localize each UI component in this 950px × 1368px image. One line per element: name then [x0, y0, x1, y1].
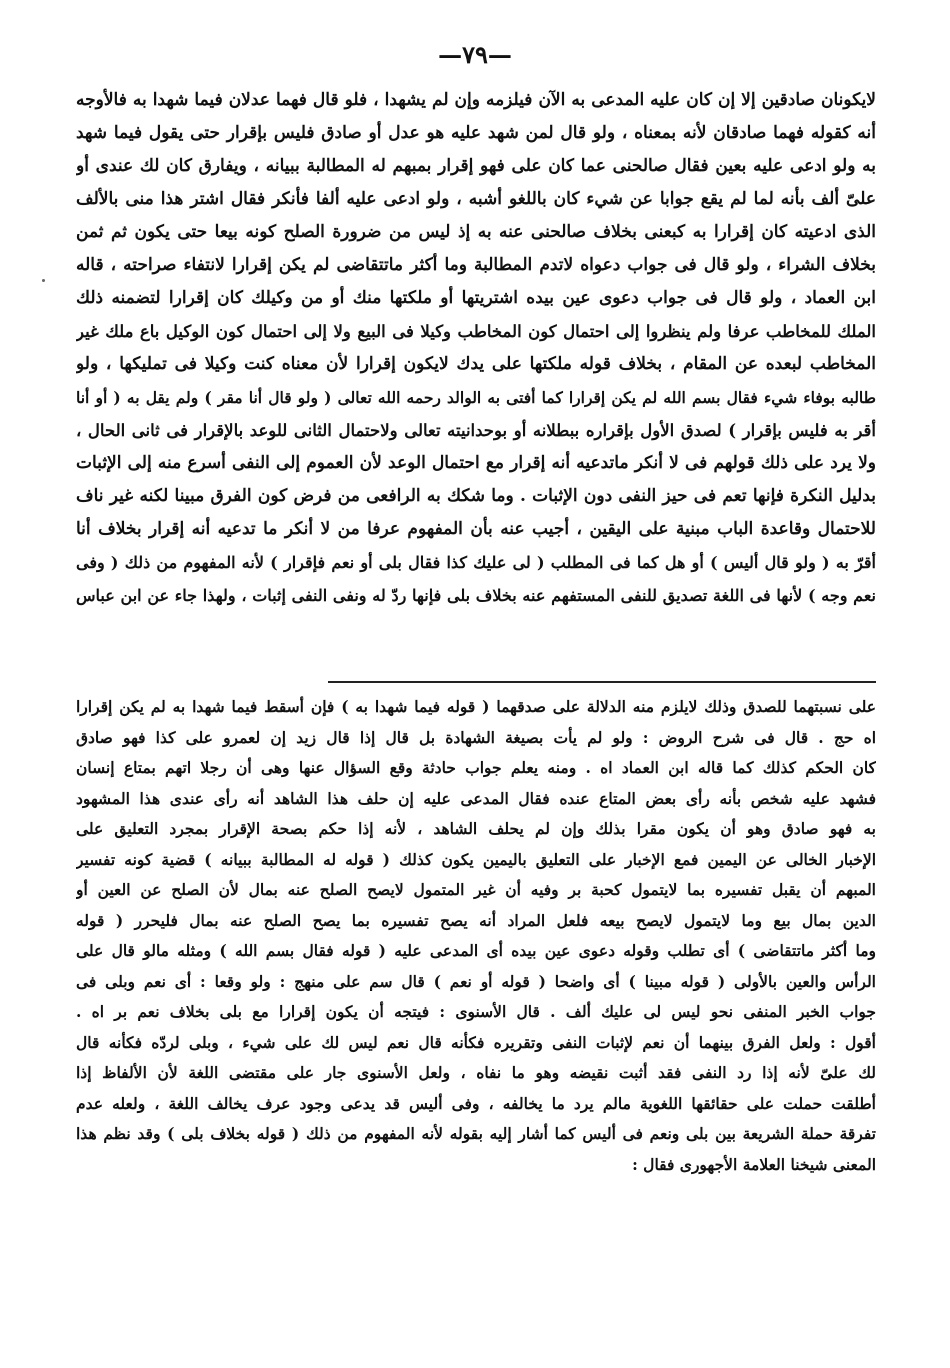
- main-text-line: علىّ ألف بأنه لما لم يقع جوابا عن شيء كان باللغو أشبه ، ولو ادعى عليه ألفا فأنكر فقال اشتر هذا منى بالألف: [76, 189, 876, 209]
- main-text-line: به ولو ادعى عليه بعين فقال صالحنى عما كان على فهو إقرار بمبهم له المطالبة ببيانه ، ويفارق كان لك عندى أو: [76, 156, 876, 176]
- main-text-line: أقر به فليس بإقرار ) لصدق الأول بإقراره ببطلانه أو بوحدانيته تعالى ولاحتمال الثانى للوعد بالإقرار فى ثانى الحال ،: [76, 421, 876, 440]
- main-text-line: ولا يرد على ذلك قولهم فى لا أنكر ماتدعيه أنه إقرار مع احتمال الوعد لأن العموم إلى النفى أسرع منه إلى الإثبات: [76, 453, 876, 473]
- footnote-line: فشهد عليه شخص بأنه رأى بعض المتاع عنده فقال المدعى عليه إن حلف هذا الشاهد أنه رأى عندى هذا المشهود: [76, 788, 876, 808]
- footnote-line: الدين بمال بيع وما لايتمول لايصح بيعه فلعل المراد أنه يصح تفسيره بما يصح الصلح عنه بمال فليحرر ( قوله: [76, 910, 876, 930]
- main-text-line: بخلاف الشراء ، ولو قال فى جواب دعواه لاتدم المطالبة وما أكثر ماتتقاضى لم يكن إقرارا لانتفاء صراحته ، قاله: [76, 255, 876, 275]
- margin-speck: [42, 279, 45, 282]
- main-text-line: نعم وجه ) لأنها فى اللغة تصديق للنفى المستفهم عنه بخلاف بلى فإنها ردّ له ونفى النفى إثبات ، ولهذا جاء عن ابن عباس: [76, 586, 876, 605]
- main-text-line: للاحتمال وقاعدة الباب مبنية على اليقين ، أجيب عنه بأن المفهوم عرفا من لا أنكر ما تدعيه أنه إقرار بخلاف أنا: [76, 519, 876, 539]
- footnote-line: الإخبار الخالى عن اليمين فمع الإخبار على التعليق باليمين يكون كذلك ( قوله له المطالبة ببيانه ) قضية كونه تفسير: [76, 849, 876, 869]
- main-text-line: الملك للمخاطب عرفا ولم ينظروا إلى احتمال كون المخاطب وكيلا فى البيع ولا إلى احتمال كون الوكيل باع ملك غير: [76, 322, 876, 341]
- footnote-line: كان الحكم كذلك كما قاله ابن العماد اه . ومنه يعلم جواب حادثة وقع السؤال عنها وهى أن رجلا اتهم بمتاع إنسان: [76, 758, 876, 777]
- footnote-divider: [328, 681, 876, 683]
- main-text-line: أقرّ به ( ولو قال أليس ) أو هل كما فى المطلب ( لى عليك كذا فقال بلى أو نعم فإقرار ) لأنه المفهوم من ذلك ( وفى: [76, 553, 876, 572]
- main-text-line: الذى ادعيته كان إقرارا به كبعنى بخلاف صالحنى عنه به إذ ليس من ضرورة الصلح كونه بيعا حتى يكون ثم ثمن: [76, 222, 876, 242]
- footnote-line: أطلقت حملت على حقائقها اللغوية مالم يرد ما يخالفه ، وفى أليس قد يدعى وجود عرف يخالف اللغة ، ولعله عدم: [76, 1093, 876, 1113]
- footnote-line: أقول : ولعل الفرق بينهما أن نعم لإثبات النفى وتقريره فكأنه قال نعم ليس لك على شيء ، وبلى لردّه فكأنه قال: [76, 1032, 876, 1052]
- page-number: —٧٩—: [438, 40, 512, 69]
- main-text-line: أنه كقوله فهما صادقان لأنه بمعناه ، ولو قال لمن شهد عليه هو عدل أو صادق فليس بإقرار حتى يقول فيما شهد: [76, 123, 876, 143]
- footnote-line: به فهو صادق وهو أن يكون مقرا بذلك وإن لم يحلف الشاهد ، لأنه إذا حكم بصحة الإقرار بمجرد التعليق على: [76, 819, 876, 838]
- footnote-line: وما أكثر ماتتقاضى ) أى تطلب وقوله دعوى عين بيده أى المدعى عليه ( قوله فقال بسم الله ) ومثله مالو قال على: [76, 941, 876, 960]
- main-text-line: ابن العماد ، ولو قال فى جواب دعوى عين بيده اشتريتها أو ملكتها منك أو من وكيلك كان إقرارا لتضمنه ذلك: [76, 288, 876, 308]
- main-text-line: بدليل النكرة فإنها تعم فى حيز النفى دون الإثبات . وما شكك به الرافعى من فرض كون الفرق مبينا لكنه غير ناف: [76, 486, 876, 506]
- footnote-line: المبهم أن يقبل تفسيره بما لايتمول كحبة بر وفيه أن غير المتمول لايصح الصلح عنه بمال لأن الصلح عن العين أو: [76, 880, 876, 899]
- footnote-line: على نسبتهما للصدق وذلك لايلزم منه الدلالة على صدقهما ( قوله فيما شهدا به ) فإن أسقط فيما شهدا به لم يكن إقرارا: [76, 697, 876, 716]
- footnote-line: المعنى شيخنا العلامة الأجهورى فقال :: [632, 1154, 876, 1174]
- main-text-line: لايكونان صادقين إلا إن كان عليه المدعى به الآن فيلزمه وإن لم يشهدا ، فلو قال فهما عدلان فيما شهدا به فالأوجه: [76, 90, 876, 110]
- footnote-line: اه حج . قال فى شرح الروض : ولو لم يأت بصيغة الشهادة بل قال إذا قال زيد إن لعمرو على كذا فهو صادق: [76, 727, 876, 747]
- main-text-block: [76, 84, 876, 612]
- footnote-line: لك علىّ لأنه إذا رد النفى فقد أثبت نقيضه وهو ما نفاه ، ولعل الأسنوى جار على مقتضى اللغة لأن الألفاظ إذا: [76, 1063, 876, 1082]
- main-text-line: المخاطب لبعده عن المقام ، بخلاف قوله ملكتها على يدك لايكون إقرارا لأن معناه كنت وكيلا فى تمليكها ، ولو: [76, 354, 876, 374]
- footnote-line: الرأس والعين بالأولى ( قوله مبينا ) أى واضحا ( قوله أو نعم ) قال سم على منهج : ولو وقعا : أى نعم وبلى فى: [76, 971, 876, 991]
- footnote-line: تفرقة حملة الشريعة بين بلى ونعم فى أليس كما أشار إليه بقوله لأنه المفهوم من ذلك ( قوله بخلاف بلى ) وقد نظم هذا: [76, 1124, 876, 1143]
- main-text-line: طالبه بوفاء شيء فقال بسم الله لم يكن إقرارا كما أفتى به الوالد رحمه الله تعالى ( ولو قال أنا مقر ) ولم يقل به ( أو أنا: [76, 388, 876, 407]
- footnote-line: جواب الخبر المنفى نحو ليس لى عليك ألف . قال الأسنوى : فيتجه أن يكون إقرارا مع بلى بخلاف نعم بر اه .: [76, 1002, 876, 1021]
- footnote-block: [76, 692, 876, 1180]
